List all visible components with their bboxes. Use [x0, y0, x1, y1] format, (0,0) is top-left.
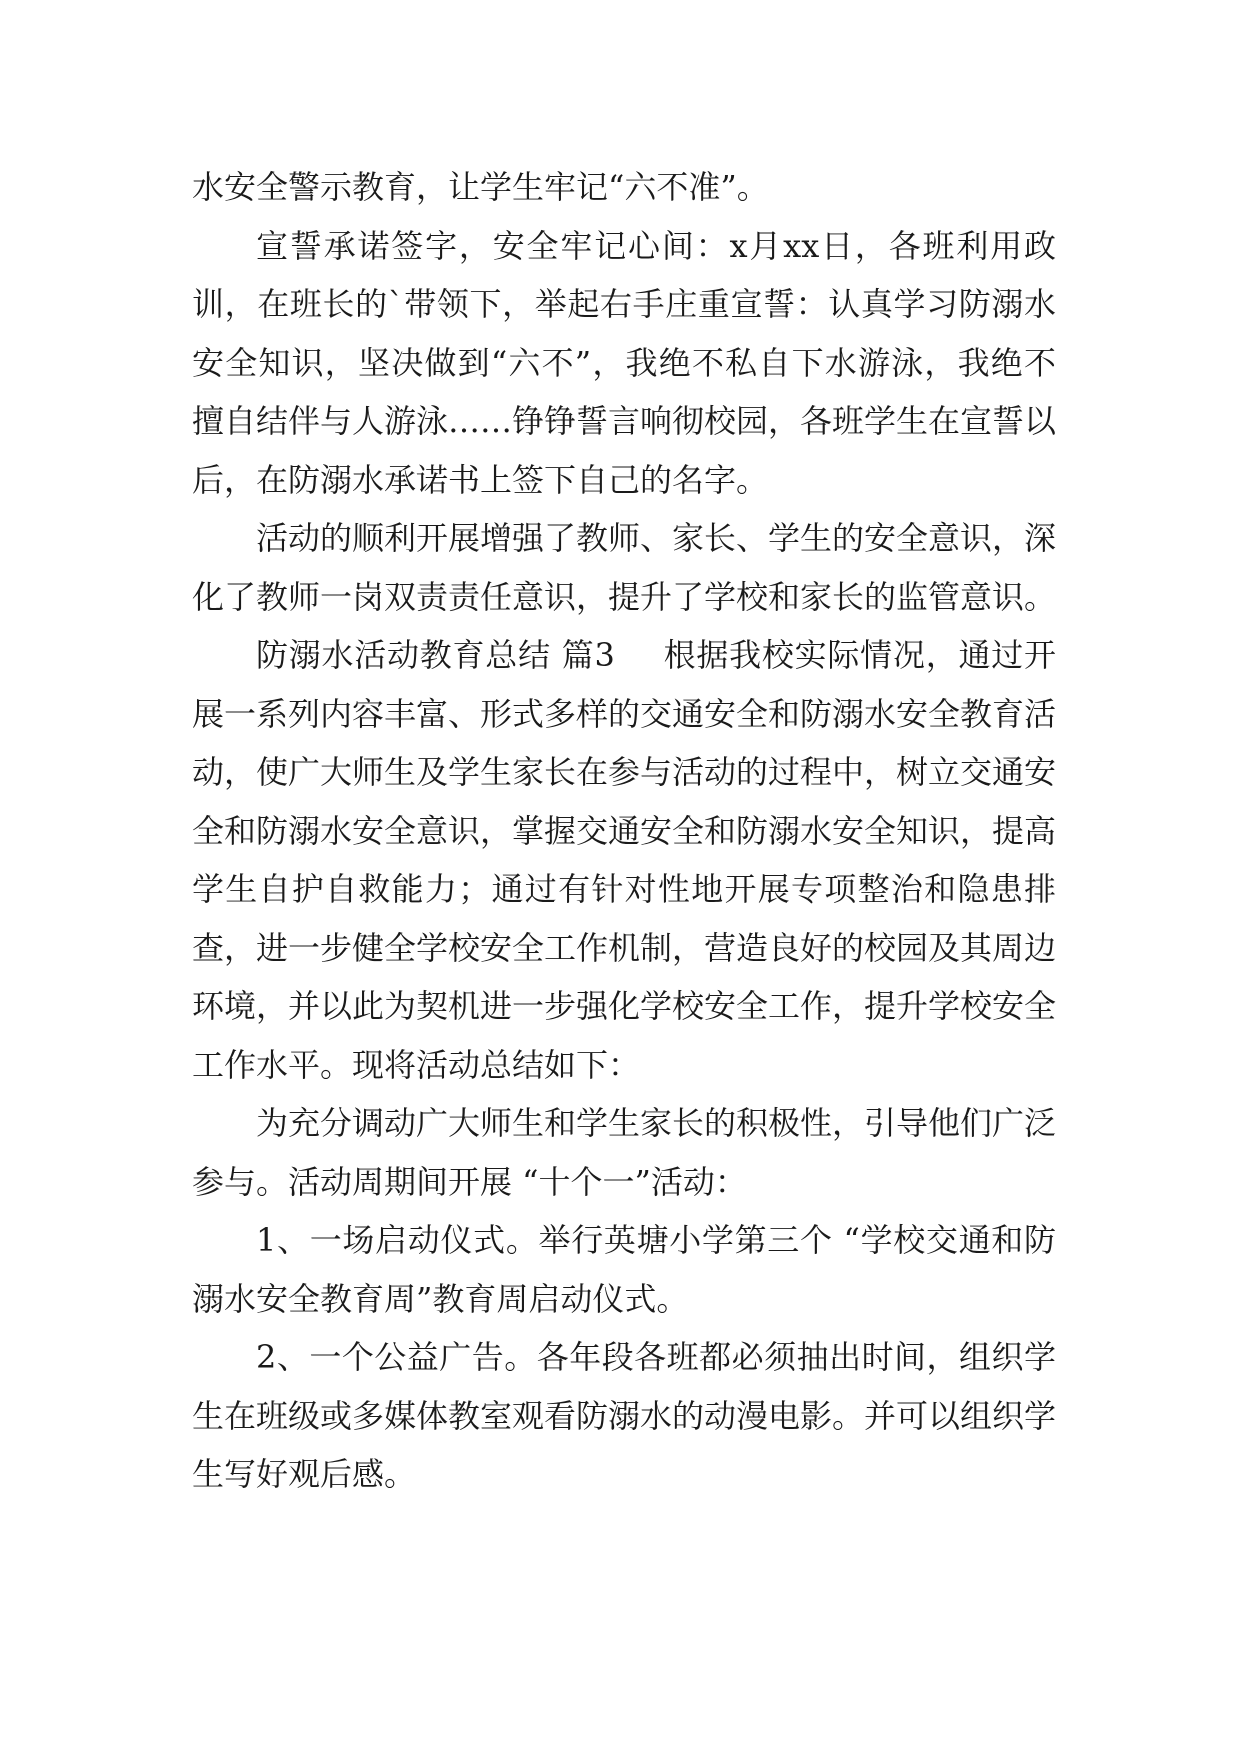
paragraph-continued — [192, 158, 1056, 217]
paragraph-item-2 — [192, 1328, 1056, 1504]
section-title: 防溺水活动教育总结 篇3 — [256, 636, 615, 674]
paragraph-text: 水安全警示教育，让学生牢记“六不准”。 — [192, 168, 769, 206]
paragraph-pledge — [192, 217, 1056, 510]
document-body — [192, 158, 1056, 1504]
paragraph-item-1 — [192, 1211, 1056, 1328]
paragraph-text: 活动的顺利开展增强了教师、家长、学生的安全意识，深化了教师一岗双责责任意识，提升了学校和家长的监管意识。 — [192, 519, 1057, 616]
paragraph-text: 为充分调动广大师生和学生家长的积极性，引导他们广泛参与。活动周期间开展 “十个一”活动： — [192, 1104, 1057, 1201]
paragraph-section-3 — [192, 626, 1056, 1094]
paragraph-text: 2、一个公益广告。各年段各班都必须抽出时间，组织学生在班级或多媒体教室观看防溺水的动漫电影。并可以组织学生写好观后感。 — [192, 1338, 1057, 1493]
paragraph-text: 宣誓承诺签字，安全牢记心间：x月xx日，各班利用政训，在班长的`带领下，举起右手庄重宣誓：认真学习防溺水安全知识，坚决做到“六不”，我绝不私自下水游泳，我绝不擅自结伴与人游泳……铮铮誓言响彻校园，各班学生在宣誓以后，在防溺水承诺书上签下自己的名字。 — [192, 226, 1057, 499]
paragraph-activities-intro — [192, 1094, 1056, 1211]
paragraph-outcome — [192, 509, 1056, 626]
paragraph-text: 根据我校实际情况，通过开展一系列内容丰富、形式多样的交通安全和防溺水安全教育活动，使广大师生及学生家长在参与活动的过程中，树立交通安全和防溺水安全意识，掌握交通安全和防溺水安全知识，提高学生自护自救能力；通过有针对性地开展专项整治和隐患排查，进一步健全学校安全工作机制，营造良好的校园及其周边环境，并以此为契机进一步强化学校安全工作，提升学校安全工作水平。现将活动总结如下： — [192, 636, 1057, 1084]
paragraph-text: 1、一场启动仪式。举行英塘小学第三个 “学校交通和防溺水安全教育周”教育周启动仪式。 — [192, 1221, 1056, 1318]
